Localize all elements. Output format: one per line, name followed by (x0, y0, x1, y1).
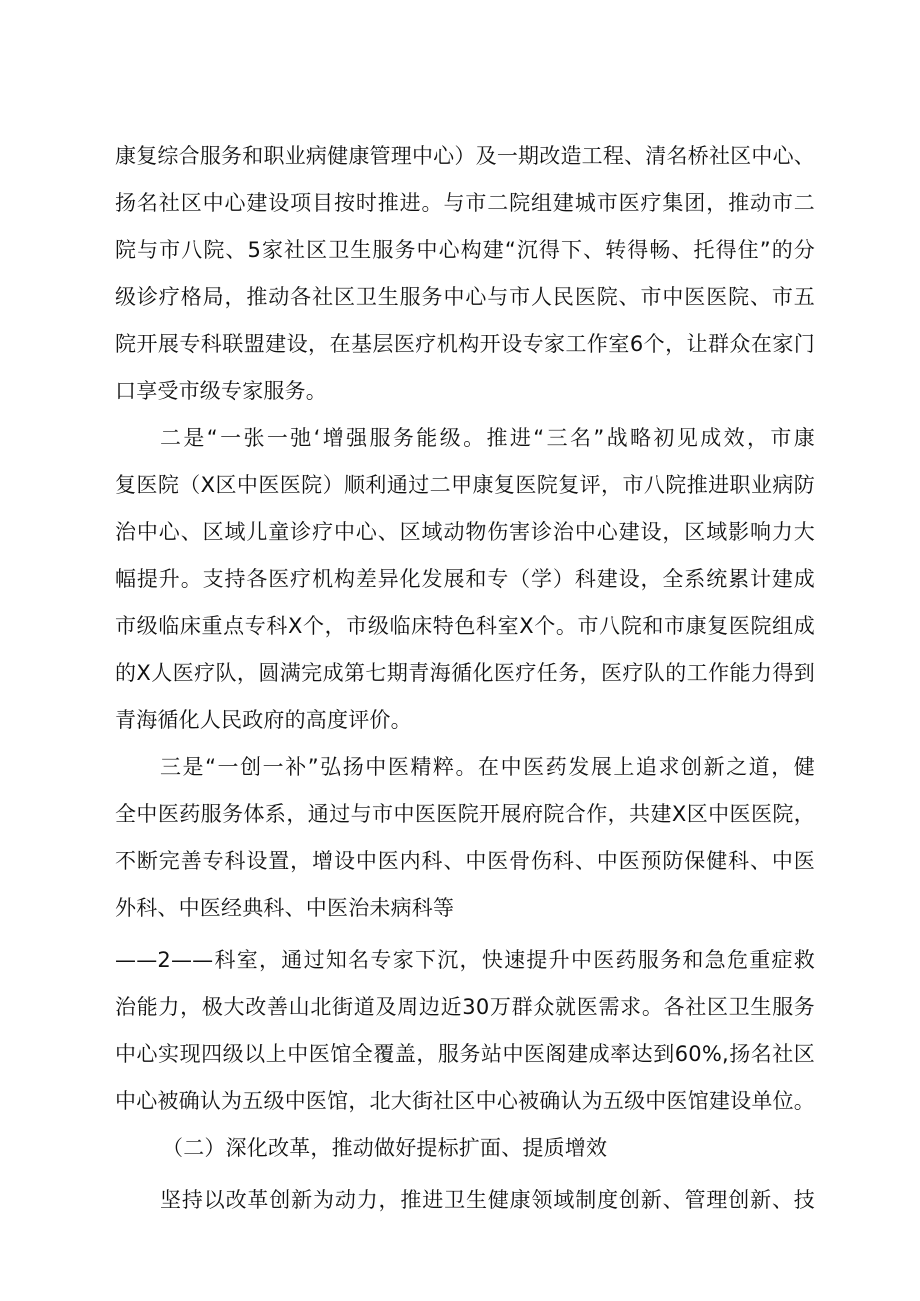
paragraph-line: 口享受市级专家服务。 (115, 379, 327, 403)
section-heading: （二）深化改革，推动做好提标扩面、提质增效 (162, 1136, 608, 1160)
paragraph-line: 院与市八院、5家社区卫生服务中心构建“沉得下、转得畅、托得住”的分 (115, 238, 815, 262)
paragraph-line: 治能力，极大改善山北街道及周边近30万群众就医需求。各社区卫生服务 (115, 995, 815, 1019)
paragraph-line: 级诊疗格局，推动各社区卫生服务中心与市人民医院、市中医医院、市五 (115, 285, 815, 309)
paragraph-line: 康复综合服务和职业病健康管理中心）及一期改造工程、清名桥社区中心、 (115, 144, 815, 168)
paragraph-line: 坚持以改革创新为动力，推进卫生健康领域制度创新、管理创新、技 (160, 1188, 815, 1212)
paragraph-line: 中心实现四级以上中医馆全覆盖，服务站中医阁建成率达到60%,扬名社区 (115, 1042, 815, 1066)
paragraph-line: 市级临床重点专科X个，市级临床特色科室X个。市八院和市康复医院组成 (115, 614, 815, 638)
paragraph-line: 的X人医疗队，圆满完成第七期青海循化医疗任务，医疗队的工作能力得到 (115, 661, 815, 685)
paragraph-line-with-page-number: ——2——科室，通过知名专家下沉，快速提升中医药服务和急危重症救 (115, 948, 815, 972)
paragraph-line: 幅提升。支持各医疗机构差异化发展和专（学）科建设，全系统累计建成 (115, 567, 815, 591)
paragraph-line: 院开展专科联盟建设，在基层医疗机构开设专家工作室6个，让群众在家门 (115, 332, 815, 356)
paragraph-line: 中心被确认为五级中医馆，北大街社区中心被确认为五级中医馆建设单位。 (115, 1089, 815, 1113)
paragraph-line: 治中心、区域儿童诊疗中心、区域动物伤害诊治中心建设，区域影响力大 (115, 520, 815, 544)
paragraph-line: 二是“一张一弛‘增强服务能级。推进“三名”战略初见成效，市康 (160, 426, 815, 450)
paragraph-line: 扬名社区中心建设项目按时推进。与市二院组建城市医疗集团，推动市二 (115, 191, 815, 215)
paragraph-line: 复医院（X区中医医院）顺利通过二甲康复医院复评，市八院推进职业病防 (115, 473, 815, 497)
paragraph-line: 全中医药服务体系，通过与市中医医院开展府院合作，共建X区中医医院， (115, 802, 815, 826)
paragraph-line: 三是“一创一补”弘扬中医精粹。在中医药发展上追求创新之道，健 (160, 755, 815, 779)
paragraph-line: 外科、中医经典科、中医治未病科等 (115, 896, 455, 920)
paragraph-line: 青海循化人民政府的高度评价。 (115, 708, 412, 732)
paragraph-line: 不断完善专科设置，增设中医内科、中医骨伤科、中医预防保健科、中医 (115, 849, 815, 873)
